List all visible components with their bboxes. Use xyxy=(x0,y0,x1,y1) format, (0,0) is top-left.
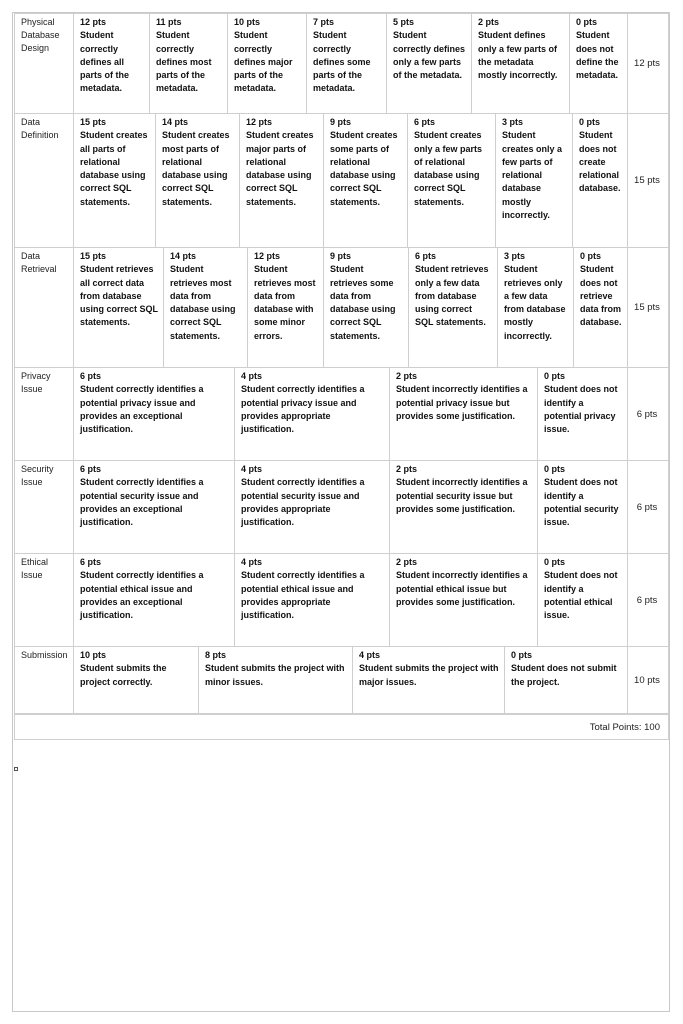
rating-description: Student retrieves only a few data from database mostly incorrectly. xyxy=(504,264,566,341)
rating-cell xyxy=(498,248,574,367)
rating-cell xyxy=(496,114,573,247)
ratings-group xyxy=(74,461,626,553)
rating-points: 6 pts xyxy=(80,464,102,474)
rating-cell xyxy=(156,114,240,247)
criterion-points: 15 pts xyxy=(634,175,660,186)
rating-description: Student creates most parts of relational database using correct SQL statements. xyxy=(162,130,230,207)
rating-cell xyxy=(505,647,628,713)
rating-cell xyxy=(324,114,408,247)
rating-description: Student does not define the metadata. xyxy=(576,30,619,81)
rating-points: 6 pts xyxy=(80,557,102,567)
criterion-row-data-retrieval xyxy=(14,248,669,368)
rating-points: 11 pts xyxy=(156,17,182,27)
rating-description: Student incorrectly identifies a potential security issue but provides some justification. xyxy=(396,477,528,514)
rating-description: Student retrieves some data from database using correct SQL statements. xyxy=(330,264,396,341)
rating-description: Student retrieves most data from database with some minor errors. xyxy=(254,264,316,341)
rating-description: Student does not retrieve data from database. xyxy=(580,264,622,328)
rating-points: 4 pts xyxy=(359,650,381,660)
rating-description: Student submits the project correctly. xyxy=(80,663,167,687)
rating-cell xyxy=(387,14,472,113)
rating-cell xyxy=(409,248,498,367)
rating-description: Student correctly defines major parts of the metadata. xyxy=(234,30,293,94)
rating-points: 4 pts xyxy=(241,557,263,567)
rating-cell xyxy=(573,114,628,247)
criterion-points: 12 pts xyxy=(634,58,660,69)
criterion-name: Data Retrieval xyxy=(15,248,74,367)
rating-description: Student retrieves all correct data from database using correct SQL statements. xyxy=(80,264,158,328)
rating-cell xyxy=(324,248,409,367)
rating-points: 9 pts xyxy=(330,251,352,261)
criterion-points: 10 pts xyxy=(634,674,660,686)
rating-description: Student retrieves most data from database using correct SQL statements. xyxy=(170,264,236,341)
rating-points: 15 pts xyxy=(80,117,107,127)
rating-cell xyxy=(570,14,628,113)
rating-points: 0 pts xyxy=(544,557,566,567)
rating-description: Student correctly defines only a few parts of the metadata. xyxy=(393,30,466,81)
rating-points: 2 pts xyxy=(396,464,418,474)
criterion-name: Data Definition xyxy=(15,114,74,247)
rating-cell xyxy=(199,647,353,713)
rating-points: 14 pts xyxy=(170,251,197,261)
rating-description: Student correctly identifies a potential ethical issue and provides an exceptional justification. xyxy=(80,570,204,621)
rating-points: 9 pts xyxy=(330,117,352,127)
rating-points: 0 pts xyxy=(511,650,533,660)
rating-cell xyxy=(472,14,570,113)
rating-cell xyxy=(353,647,505,713)
ratings-group xyxy=(74,14,626,113)
rating-cell xyxy=(74,14,150,113)
rating-points: 0 pts xyxy=(580,251,602,261)
rating-cell xyxy=(150,14,228,113)
rating-points: 4 pts xyxy=(241,371,263,381)
criterion-name: Security Issue xyxy=(15,461,74,553)
rating-cell xyxy=(74,248,164,367)
ratings-group xyxy=(74,248,626,367)
rating-cell xyxy=(74,368,235,460)
rating-cell xyxy=(390,461,538,553)
rating-description: Student submits the project with major issues. xyxy=(359,663,499,687)
rating-description: Student defines only a few parts of the metadata mostly incorrectly. xyxy=(478,30,558,81)
criterion-points: 15 pts xyxy=(634,302,660,313)
rating-description: Student correctly identifies a potential privacy issue and provides appropriate justification. xyxy=(241,384,365,435)
rating-description: Student creates only a few parts of relational database mostly incorrectly. xyxy=(502,130,563,221)
rating-description: Student correctly defines all parts of the metadata. xyxy=(80,30,130,94)
rating-cell xyxy=(74,114,156,247)
rating-cell xyxy=(574,248,628,367)
rating-cell xyxy=(538,461,628,553)
rating-description: Student does not identify a potential ethical issue. xyxy=(544,570,618,621)
rating-points: 0 pts xyxy=(579,117,601,127)
rating-points: 12 pts xyxy=(254,251,281,261)
criterion-row-physical-database-design xyxy=(14,13,669,114)
criterion-row-privacy-issue xyxy=(14,368,669,461)
rating-points: 6 pts xyxy=(414,117,436,127)
total-points: Total Points: 100 xyxy=(14,714,669,740)
rating-points: 15 pts xyxy=(80,251,107,261)
rating-points: 10 pts xyxy=(234,17,261,27)
rating-points: 5 pts xyxy=(393,17,415,27)
rating-description: Student creates major parts of relational database using correct SQL statements. xyxy=(246,130,314,207)
rating-cell xyxy=(538,368,628,460)
rating-cell xyxy=(228,14,307,113)
rating-cell xyxy=(538,554,628,646)
rating-cell xyxy=(74,554,235,646)
rating-cell xyxy=(390,554,538,646)
criterion-name: Privacy Issue xyxy=(15,368,74,460)
rating-cell xyxy=(235,554,390,646)
rating-description: Student creates some parts of relational database using correct SQL statements. xyxy=(330,130,398,207)
rating-description: Student creates only a few parts of relational database using correct SQL statements. xyxy=(414,130,483,207)
rating-description: Student does not create relational database. xyxy=(579,130,621,194)
rating-description: Student does not identify a potential privacy issue. xyxy=(544,384,618,435)
rating-cell xyxy=(74,647,199,713)
rating-points: 7 pts xyxy=(313,17,335,27)
rating-points: 0 pts xyxy=(576,17,598,27)
rating-description: Student correctly identifies a potential security issue and provides appropriate justification. xyxy=(241,477,365,528)
rating-description: Student submits the project with minor issues. xyxy=(205,663,345,687)
rating-points: 12 pts xyxy=(80,17,107,27)
rating-cell xyxy=(74,461,235,553)
criterion-points: 6 pts xyxy=(636,408,658,420)
rating-cell xyxy=(235,368,390,460)
criterion-points: 6 pts xyxy=(636,501,658,513)
rating-description: Student correctly defines some parts of the metadata. xyxy=(313,30,371,94)
rating-points: 0 pts xyxy=(544,371,566,381)
criterion-name: Physical Database Design xyxy=(15,14,74,113)
criterion-row-data-definition xyxy=(14,114,669,248)
rating-description: Student correctly identifies a potential security issue and provides an exceptional justification. xyxy=(80,477,204,528)
rating-description: Student incorrectly identifies a potential ethical issue but provides some justification. xyxy=(396,570,528,607)
rating-description: Student correctly identifies a potential ethical issue and provides appropriate justification. xyxy=(241,570,365,621)
rating-description: Student does not identify a potential security issue. xyxy=(544,477,619,528)
rating-points: 2 pts xyxy=(396,557,418,567)
criterion-row-security-issue xyxy=(14,461,669,554)
criterion-name: Submission xyxy=(15,647,74,713)
rating-description: Student creates all parts of relational database using correct SQL statements. xyxy=(80,130,148,207)
rating-points: 14 pts xyxy=(162,117,189,127)
rating-cell xyxy=(248,248,324,367)
rating-points: 4 pts xyxy=(241,464,263,474)
empty-paragraph-marker xyxy=(14,767,18,771)
rating-cell xyxy=(235,461,390,553)
rating-description: Student does not submit the project. xyxy=(511,663,617,687)
rating-cell xyxy=(240,114,324,247)
rating-points: 6 pts xyxy=(415,251,437,261)
criterion-row-submission xyxy=(14,647,669,714)
rating-points: 3 pts xyxy=(502,117,524,127)
rating-points: 10 pts xyxy=(80,650,107,660)
rating-points: 6 pts xyxy=(80,371,102,381)
criterion-name: Ethical Issue xyxy=(15,554,74,646)
rating-description: Student incorrectly identifies a potential privacy issue but provides some justification. xyxy=(396,384,528,421)
rating-cell xyxy=(307,14,387,113)
rating-points: 12 pts xyxy=(246,117,273,127)
criterion-row-ethical-issue xyxy=(14,554,669,647)
ratings-group xyxy=(74,554,626,646)
rating-points: 2 pts xyxy=(396,371,418,381)
rating-description: Student retrieves only a few data from database using correct SQL statements. xyxy=(415,264,489,328)
rating-points: 2 pts xyxy=(478,17,500,27)
rating-points: 0 pts xyxy=(544,464,566,474)
rating-cell xyxy=(164,248,248,367)
criterion-points: 6 pts xyxy=(636,594,658,606)
rating-description: Student correctly defines most parts of the metadata. xyxy=(156,30,212,94)
rating-description: Student correctly identifies a potential privacy issue and provides an exceptional justification. xyxy=(80,384,204,435)
ratings-group xyxy=(74,114,626,247)
ratings-group xyxy=(74,368,626,460)
ratings-group xyxy=(74,647,626,713)
rating-cell xyxy=(390,368,538,460)
rating-points: 3 pts xyxy=(504,251,526,261)
rating-cell xyxy=(408,114,496,247)
rating-points: 8 pts xyxy=(205,650,227,660)
